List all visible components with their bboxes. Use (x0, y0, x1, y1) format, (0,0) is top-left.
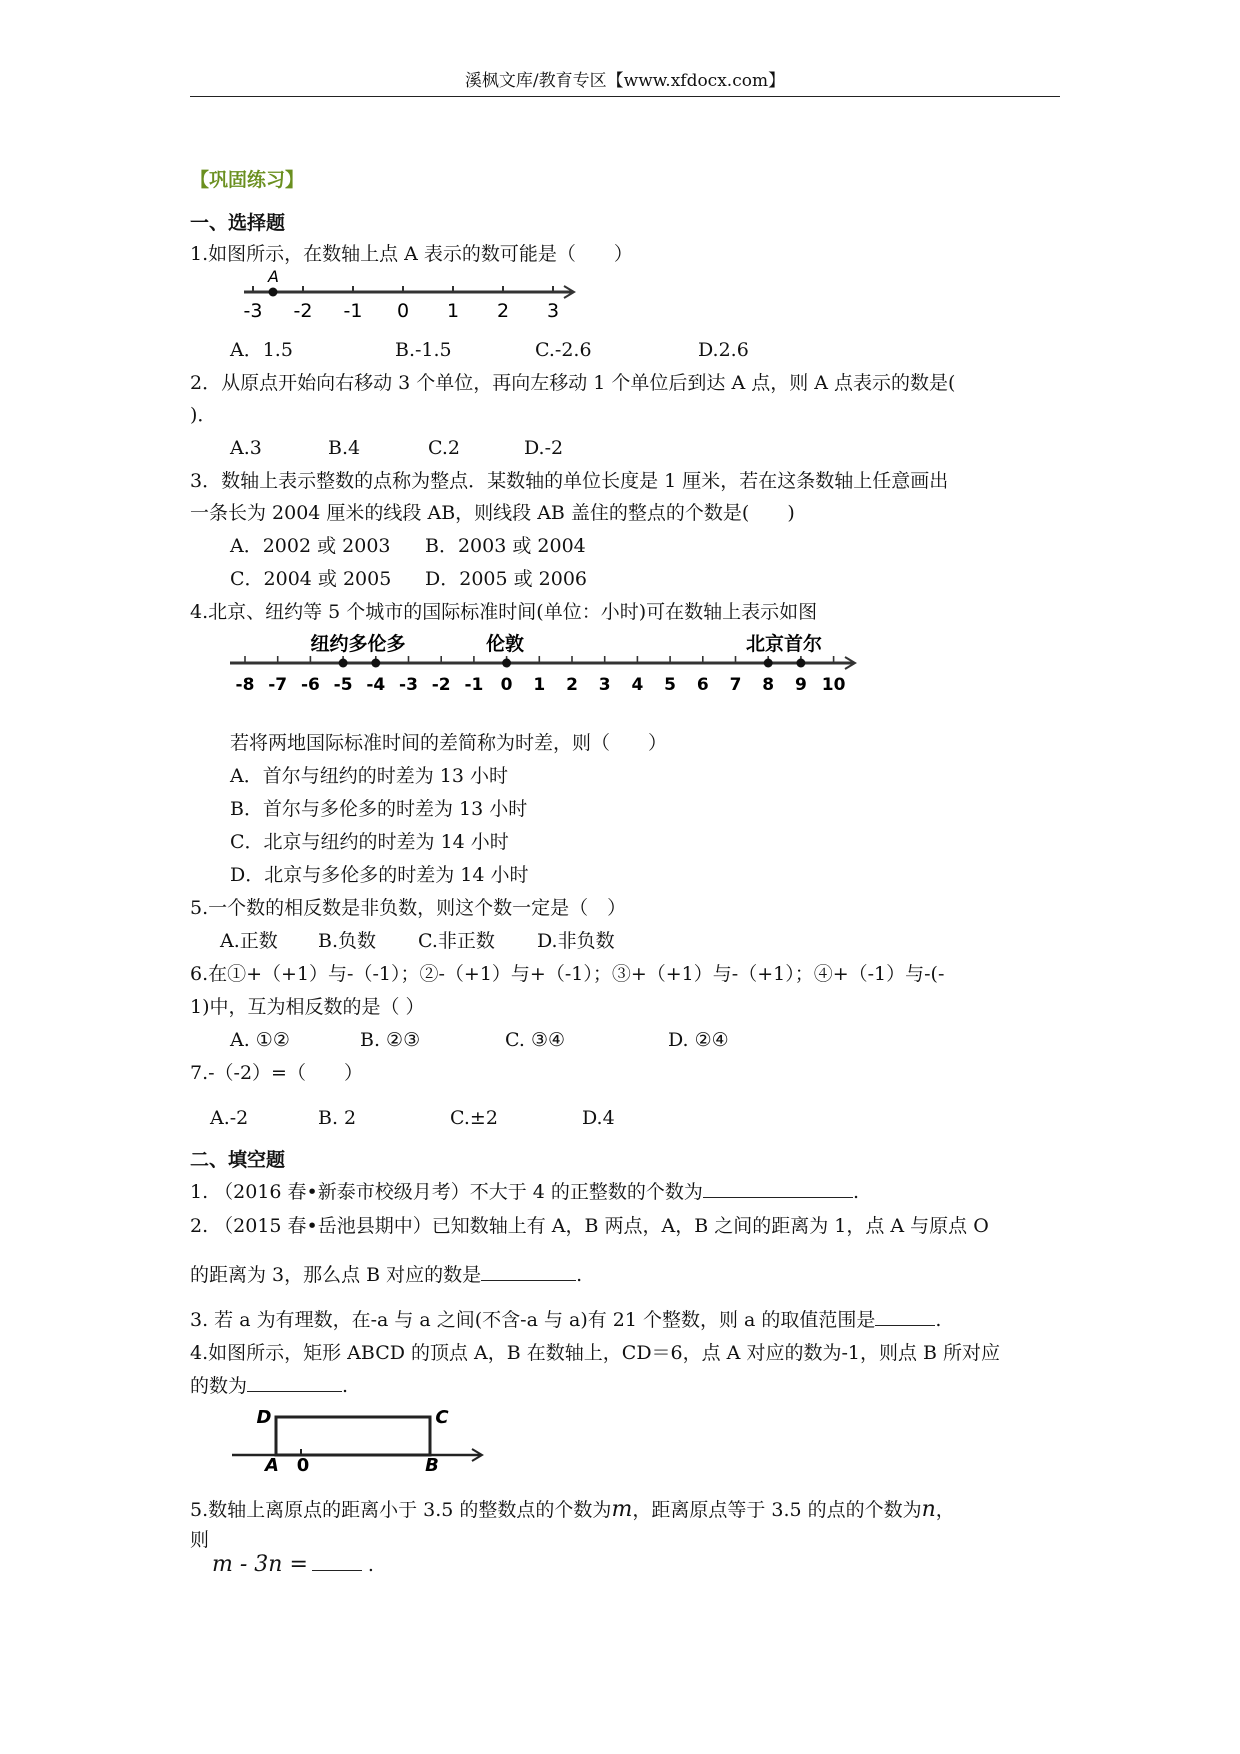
q3-option-d: D．2005 或 2006 (425, 568, 588, 590)
f1-end: . (852, 1181, 859, 1203)
q3-option-c: C．2004 或 2005 (230, 568, 392, 590)
q1-tick-label: 3 (546, 300, 560, 322)
f4-answer-blank[interactable] (247, 1373, 342, 1392)
q4-tick-label: 7 (729, 675, 742, 695)
q7-option-d: D.4 (582, 1107, 615, 1129)
f4-question-line2 (190, 1373, 348, 1399)
q3-stem-line1: 3．数轴上表示整数的点称为整点．某数轴的单位长度是 1 厘米，若在这条数轴上任意画出 (190, 470, 949, 492)
q4-option-d: D．北京与多伦多的时差为 14 小时 (230, 864, 529, 886)
f5-expression-line (212, 1551, 374, 1580)
q4-tick-label: 9 (794, 675, 807, 695)
q7-option-c: C.±2 (450, 1107, 498, 1129)
q5-stem: 5.一个数的相反数是非负数，则这个数一定是（ ） (190, 897, 627, 919)
q4-option-c: C．北京与纽约的时差为 14 小时 (230, 831, 509, 853)
q4-tick-label: 2 (566, 675, 578, 695)
q1-tick-label: 1 (446, 300, 460, 322)
f3-question (190, 1307, 941, 1333)
f5-expression: m - 3n = (212, 1552, 308, 1577)
q1-point-a-dot (269, 288, 278, 297)
q6-option-c: C. ③④ (505, 1029, 566, 1051)
f4-rectangle-figure (228, 1405, 490, 1473)
section-fill-title: 二、填空题 (190, 1149, 286, 1171)
q4-point-beijing (764, 659, 773, 668)
f4-line2: 的数为 (190, 1375, 248, 1397)
q4-point-newyork (339, 659, 348, 668)
f2-answer-blank[interactable] (481, 1262, 576, 1281)
q4-point-toronto (371, 659, 380, 668)
f2-line1: 2. （2015 春•岳池县期中）已知数轴上有 A，B 两点，A，B 之间的距离为 1，点 A 与原点 O (190, 1215, 989, 1237)
page-header: 溪枫文库/教育专区【www.xfdocx.com】 (464, 71, 786, 91)
q4-point-london (502, 659, 511, 668)
q3-stem-line2: 一条长为 2004 厘米的线段 AB，则线段 AB 盖住的整点的个数是( ) (190, 502, 795, 524)
f1-question (190, 1179, 859, 1205)
q4-tick-label: -6 (300, 675, 320, 695)
q4-option-b: B．首尔与多伦多的时差为 13 小时 (230, 798, 528, 820)
f2-line2: 的距离为 3，那么点 B 对应的数是 (190, 1264, 482, 1286)
f4-label-origin: 0 (296, 1455, 310, 1473)
q4-tick-label: 3 (598, 675, 611, 695)
f4-end: . (342, 1375, 349, 1397)
q1-tick-label: -2 (293, 300, 313, 322)
q4-tick-label: 6 (696, 675, 709, 695)
q6-stem-line2: 1)中，互为相反数的是（ ） (190, 996, 425, 1018)
q1-tick-label: 2 (496, 300, 510, 322)
q5-option-b: B.负数 (318, 930, 377, 952)
q1-option-d: D.2.6 (698, 339, 749, 361)
f5-question-line1 (190, 1497, 955, 1523)
q6-option-a: A. ①② (230, 1029, 290, 1051)
q3-option-b: B．2003 或 2004 (425, 535, 586, 557)
f3-answer-blank[interactable] (875, 1307, 935, 1326)
q4-tick-label: -3 (399, 675, 418, 695)
header-divider (190, 96, 1060, 97)
f4-line1: 4.如图所示，矩形 ABCD 的顶点 A，B 在数轴上，CD＝6，点 A 对应的数为-1，则点 B 所对应 (190, 1342, 1000, 1364)
q1-tick-label: 0 (396, 300, 410, 322)
f5-line2: 则 (190, 1529, 210, 1551)
q4-timezone-number-line (228, 628, 868, 696)
q4-tick-label: 0 (500, 675, 513, 695)
f5-answer-blank[interactable] (312, 1552, 362, 1571)
q4-city-label: 纽约多伦多 (310, 633, 406, 655)
f2-question-line2 (190, 1262, 582, 1288)
q1-tick-label: -1 (343, 300, 363, 322)
f4-label-c: C (435, 1407, 449, 1428)
f5-end: . (367, 1554, 374, 1576)
q2-option-b: B.4 (328, 437, 361, 459)
q1-tick-label: -3 (243, 300, 263, 322)
f1-answer-blank[interactable] (703, 1179, 853, 1198)
q4-stem: 4.北京、纽约等 5 个城市的国际标准时间(单位：小时)可在数轴上表示如图 (190, 601, 818, 623)
q4-tick-label: 10 (821, 675, 846, 695)
f5-comma: ， (935, 1499, 955, 1521)
f3-end: . (935, 1309, 942, 1331)
q1-option-b: B.-1.5 (395, 339, 452, 361)
q4-tick-label: -2 (431, 675, 451, 695)
q4-option-a: A．首尔与纽约的时差为 13 小时 (230, 765, 508, 787)
q3-option-a: A．2002 或 2003 (230, 535, 391, 557)
q4-tick-label: 4 (631, 675, 644, 695)
q1-option-a: A．1.5 (230, 339, 293, 361)
f4-label-b: B (425, 1455, 439, 1473)
f1-text: 1. （2016 春•新泰市校级月考）不大于 4 的正整数的个数为 (190, 1181, 703, 1203)
f5-var-n: n (921, 1497, 936, 1522)
q4-city-label: 北京首尔 (745, 633, 823, 655)
q4-tick-label: -4 (366, 675, 386, 695)
q1-stem: 1.如图所示，在数轴上点 A 表示的数可能是（ ） (190, 243, 633, 265)
f2-end: . (576, 1264, 583, 1286)
f4-label-d: D (256, 1407, 272, 1428)
q6-option-d: D. ②④ (668, 1029, 729, 1051)
f5-mid: ，距离原点等于 3.5 的点的个数为 (632, 1499, 922, 1521)
q4-sub-stem: 若将两地国际标准时间的差简称为时差，则（ ） (230, 732, 668, 754)
q7-option-b: B. 2 (318, 1107, 357, 1129)
q5-option-a: A.正数 (220, 930, 278, 952)
f5-var-m: m (611, 1497, 633, 1522)
q4-tick-label: 5 (664, 675, 677, 695)
q4-point-seoul (796, 659, 805, 668)
q4-tick-label: -1 (464, 675, 484, 695)
q7-stem: 7.-（-2）=（ ） (190, 1062, 363, 1084)
q4-tick-label: -7 (268, 675, 288, 695)
section-choice-title: 一、选择题 (190, 212, 286, 234)
q4-city-label: 伦敦 (485, 633, 525, 655)
q5-option-d: D.非负数 (537, 930, 615, 952)
q7-option-a: A.-2 (210, 1107, 249, 1129)
q5-option-c: C.非正数 (418, 930, 495, 952)
q1-point-a-label: A (268, 270, 279, 286)
q6-stem-line1: 6.在①+（+1）与-（-1）；②-（+1）与+（-1）；③+（+1）与-（+1）；④+（-1）与-(- (190, 963, 945, 985)
q2-stem-line2: )． (190, 404, 217, 426)
q1-option-c: C.-2.6 (535, 339, 592, 361)
q2-option-a: A.3 (230, 437, 262, 459)
f4-rectangle-abcd (276, 1417, 430, 1455)
q2-option-d: D.-2 (524, 437, 564, 459)
f4-label-a: A (265, 1455, 279, 1473)
q4-tick-label: 1 (533, 675, 546, 695)
q2-stem-line1: 2．从原点开始向右移动 3 个单位，再向左移动 1 个单位后到达 A 点，则 A 点表示的数是( (190, 372, 956, 394)
q1-number-line (238, 270, 583, 322)
q4-tick-label: -8 (235, 675, 255, 695)
f3-text: 3. 若 a 为有理数，在-a 与 a 之间(不含-a 与 a)有 21 个整数，则 a 的取值范围是 (190, 1309, 876, 1331)
f5-line1: 5.数轴上离原点的距离小于 3.5 的整数点的个数为 (190, 1499, 612, 1521)
q6-option-b: B. ②③ (360, 1029, 421, 1051)
q4-tick-label: 8 (762, 675, 775, 695)
q4-tick-label: -5 (333, 675, 353, 695)
q2-option-c: C.2 (428, 437, 460, 459)
exercise-title: 【巩固练习】 (190, 169, 305, 191)
